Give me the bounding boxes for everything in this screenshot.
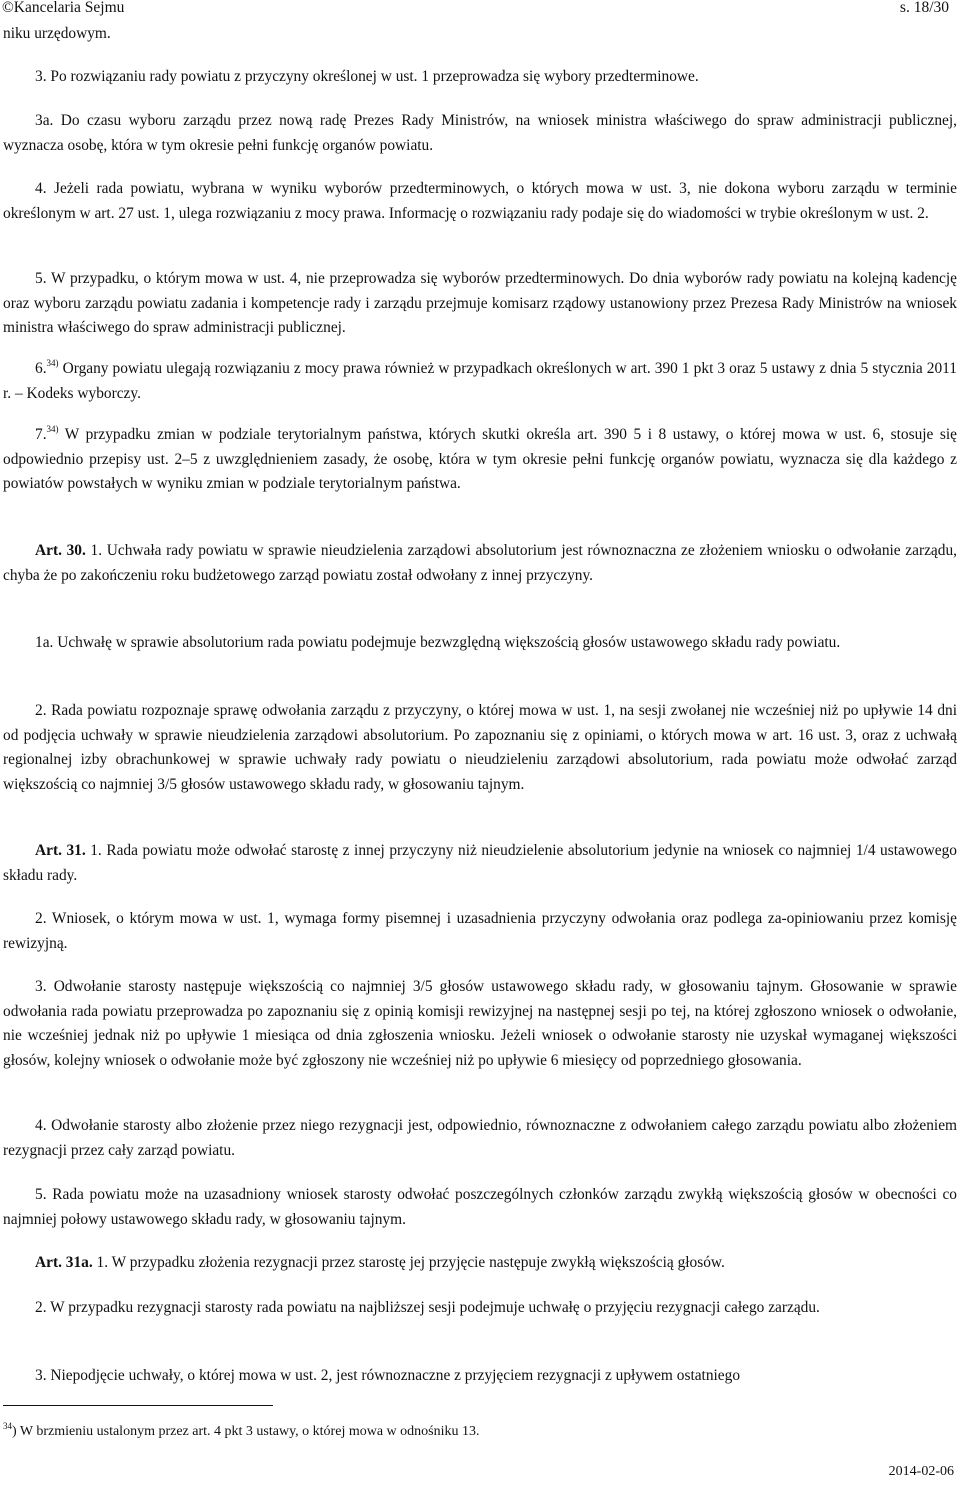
article-30-ust-1: Art. 30. 1. Uchwała rady powiatu w sprawie nieudzielenia zarządowi absolutorium jest równoznaczna ze złożeniem wniosku o odwołanie zarządu, chyba że po zakończeniu roku budżetowego zarząd powiatu został odwołany z innej przyczyny.: [3, 542, 957, 584]
article-30-ust-2: 2. Rada powiatu rozpoznaje sprawę odwołania zarządu z przyczyny, o której mowa w ust. 1, na sesji zwołanej nie wcześniej niż po upływie 14 dni od podjęcia uchwały w sprawie nieudzielenia zarządowi absolutorium. Po zapoznaniu się z opiniami, o których mowa w art. 16 ust. 3, oraz z uchwałą regionalnej izby obrachunkowej w sprawie uchwały rady powiatu o nieudzieleniu zarządowi absolutorium, rada powiatu może odwołać zarząd większością co najmniej 3/5 głosów ustawowego składu rady, w głosowaniu tajnym.: [3, 702, 957, 793]
article-31a-ust-3: 3. Niepodjęcie uchwały, o której mowa w ust. 2, jest równoznaczne z przyjęciem rezygnacji z upływem ostatniego: [35, 1367, 741, 1384]
article-31-ust-1: Art. 31. 1. Rada powiatu może odwołać starostę z innej przyczyny niż nieudzielenie absolutorium jedynie na wniosek co najmniej 1/4 ustawowego składu rady.: [3, 842, 957, 884]
footnote: [3, 1417, 480, 1441]
article-heading: Art. 31.: [35, 842, 86, 859]
footnote-ref: 34): [46, 358, 59, 368]
footer-date: 2014-02-06: [888, 1464, 954, 1479]
article-heading: Art. 30.: [35, 542, 86, 559]
paragraph-ust-4: 4. Jeżeli rada powiatu, wybrana w wyniku wyborów przedterminowych, o których mowa w ust. 3, nie dokona wyboru zarządu w terminie określonym w art. 27 ust. 1, ulega rozwiązaniu z mocy prawa. Informację o rozwiązaniu rady podaje się do wiadomości w trybie określonym w ust. 2.: [3, 180, 957, 222]
footnote-mark: 34: [3, 1421, 12, 1431]
article-31-ust-2: 2. Wniosek, o którym mowa w ust. 1, wymaga formy pisemnej i uzasadnienia przyczyny odwołania oraz podlega za-opiniowaniu przez komisję rewizyjną.: [3, 910, 957, 952]
article-31a-ust-1: Art. 31a. 1. W przypadku złożenia rezygnacji przez starostę jej przyjęcie następuje zwykłą większością głosów.: [35, 1254, 725, 1271]
paragraph-ust-7: 7.$^{34)}$ W przypadku zmian w podziale terytorialnym państwa, których skutki określa art. 390 5 i 8 ustawy, o której mowa w ust. 6, stosuje się odpowiednio przepisy ust. 2–5 z uwzględnieniem zasady, że osobę, która w tym okresie pełni funkcję organów powiatu, wyznacza się dla każdego z powiatów powstałych w wyniku zmian w podziale terytorialnym państwa.: [3, 424, 957, 492]
article-31a-ust-2: 2. W przypadku rezygnacji starosty rada powiatu na najbliższej sesji podejmuje uchwałę o przyjęciu rezygnacji całego zarządu.: [35, 1299, 820, 1316]
article-30-ust-1a: 1a. Uchwałę w sprawie absolutorium rada powiatu podejmuje bezwzględną większością głosów ustawowego składu rady powiatu.: [35, 634, 841, 651]
article-31-ust-4: 4. Odwołanie starosty albo złożenie przez niego rezygnacji jest, odpowiednio, równoznaczne z odwołaniem całego zarządu powiatu albo złożeniem rezygnacji przez cały zarząd powiatu.: [3, 1117, 957, 1159]
footnote-text: ) W brzmieniu ustalonym przez art. 4 pkt 3 ustawy, o której mowa w odnośniku 13.: [12, 1424, 480, 1439]
header-page-number: s. 18/30: [899, 0, 949, 16]
paragraph-ust-6: 6.$^{34)}$ Organy powiatu ulegają rozwiązaniu z mocy prawa również w przypadkach określonych w art. 390 1 pkt 3 oraz 5 ustawy z dnia 5 stycznia 2011 r. – Kodeks wyborczy.: [3, 358, 957, 402]
header-source: ©Kancelaria Sejmu: [2, 0, 125, 16]
article-heading: Art. 31a.: [35, 1254, 93, 1271]
footnote-divider: [3, 1405, 273, 1406]
footnote-ref: 34): [46, 424, 59, 434]
paragraph-ust-3a: 3a. Do czasu wyboru zarządu przez nową radę Prezes Rady Ministrów, na wniosek ministra właściwego do spraw administracji publicznej, wyznacza osobę, która w tym okresie pełni funkcję organów powiatu.: [3, 112, 957, 154]
paragraph-ust-3: 3. Po rozwiązaniu rady powiatu z przyczyny określonej w ust. 1 przeprowadza się wybory przedterminowe.: [35, 68, 699, 85]
paragraph-ust-5: 5. W przypadku, o którym mowa w ust. 4, nie przeprowadza się wyborów przedterminowych. Do dnia wyborów rady powiatu na kolejną kadencję oraz wyboru zarządu powiatu zadania i kompetencje rady i zarządu przejmuje komisarz rządowy ustanowiony przez Prezesa Rady Ministrów na wniosek ministra właściwego do spraw administracji publicznej.: [3, 270, 957, 336]
article-31-ust-5: 5. Rada powiatu może na uzasadniony wniosek starosty odwołać poszczególnych członków zarządu zwykłą większością głosów w obecności co najmniej połowy ustawowego składu rady, w głosowaniu tajnym.: [3, 1186, 957, 1228]
paragraph-continuation: niku urzędowym.: [3, 25, 111, 42]
article-31-ust-3: 3. Odwołanie starosty następuje większością co najmniej 3/5 głosów ustawowego składu rady, w głosowaniu tajnym. Głosowanie w sprawie odwołania rada powiatu przeprowadza po zapoznaniu się z opinią komisji rewizyjnej na następnej sesji po tej, na której zgłoszono wniosek o odwołanie, nie wcześniej jednak niż po upływie 1 miesiąca od dnia zgłoszenia wniosku. Jeżeli wniosek o odwołanie starosty nie uzyskał wymaganej większości głosów, kolejny wniosek o odwołanie może być zgłoszony nie wcześniej niż po upływie 6 miesięcy od poprzedniego głosowania.: [3, 978, 957, 1069]
